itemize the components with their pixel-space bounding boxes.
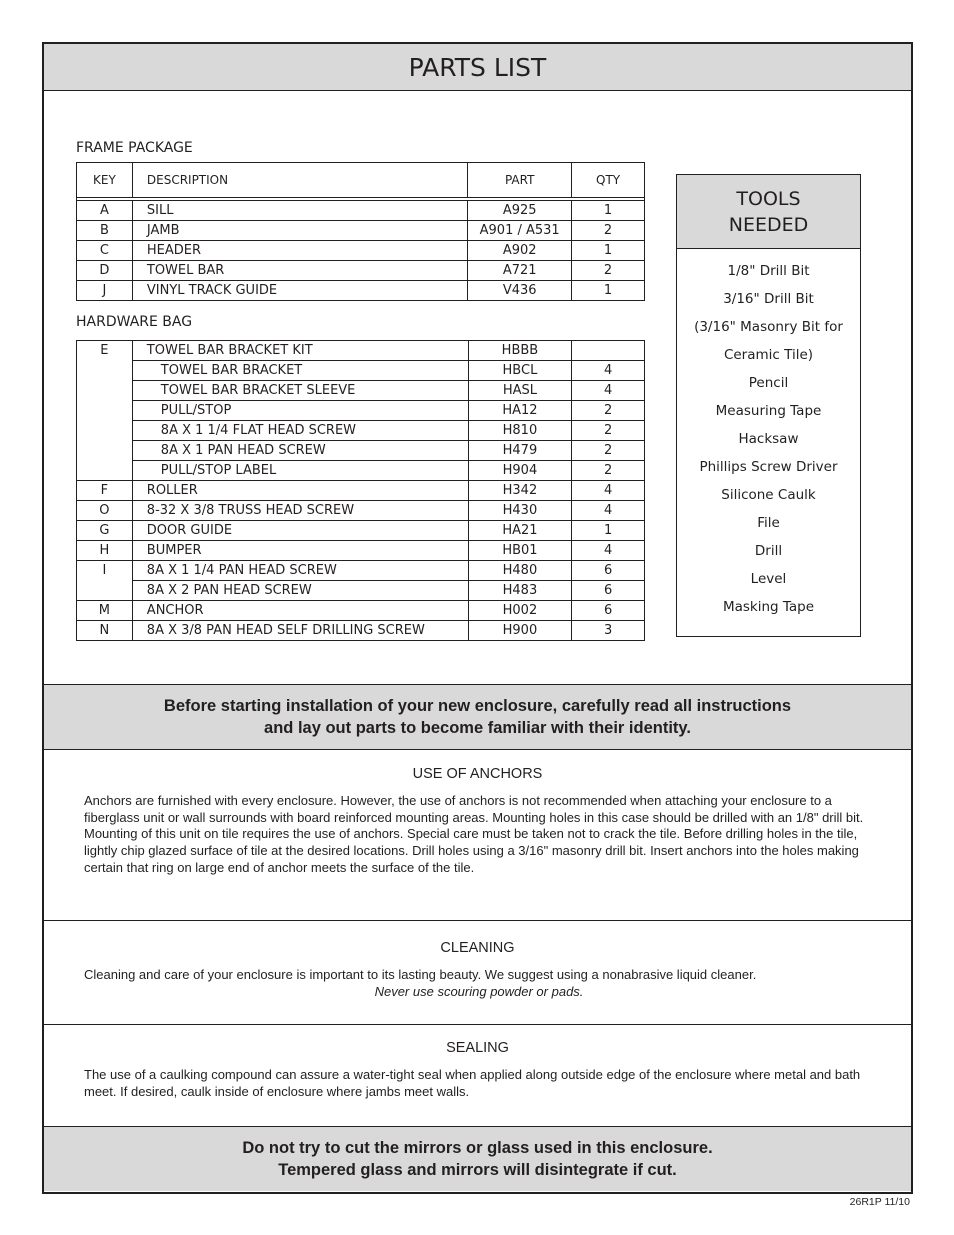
italic-note: Never use scouring powder or pads. <box>374 983 584 999</box>
table-row <box>77 601 645 621</box>
cell-key <box>77 441 133 461</box>
tool-item: File <box>757 515 780 531</box>
table-row <box>77 441 645 461</box>
section-body <box>84 1067 874 1100</box>
table-row <box>77 261 645 281</box>
cell-key: M <box>77 601 133 621</box>
paragraph: The use of a caulking compound can assure a water-tight seal when applied along outside edge of the enclosure where metal and bath meet. If desired, caulk inside of enclosure where jambs meet walls. <box>84 1067 861 1099</box>
table-row <box>77 621 645 641</box>
cell-qty: 6 <box>572 601 645 621</box>
table-row <box>77 461 645 481</box>
frame-package-label: FRAME PACKAGE <box>76 140 193 156</box>
cell-key: D <box>77 261 133 281</box>
tool-item: 1/8" Drill Bit <box>727 263 810 279</box>
cell-part: H810 <box>468 421 572 441</box>
cell-qty: 1 <box>572 201 645 221</box>
notice-line: Do not try to cut the mirrors or glass used in this enclosure. <box>242 1139 713 1157</box>
cell-description: JAMB <box>132 221 467 241</box>
frame-package-table <box>76 162 645 301</box>
tool-item: Pencil <box>748 375 789 391</box>
notice-line: Tempered glass and mirrors will disintegrate if cut. <box>278 1161 677 1179</box>
cell-key: E <box>77 341 133 361</box>
cell-qty: 2 <box>572 461 645 481</box>
cell-key: I <box>77 561 133 581</box>
notice-glass-warning <box>44 1126 911 1191</box>
tool-item: Ceramic Tile) <box>723 347 814 363</box>
cell-part: H430 <box>468 501 572 521</box>
cell-qty: 4 <box>572 501 645 521</box>
tool-item: 3/16" Drill Bit <box>723 291 814 307</box>
cell-description: TOWEL BAR BRACKET KIT <box>132 341 468 361</box>
tool-item: Level <box>750 571 787 587</box>
tools-heading-line1: TOOLS <box>736 187 801 210</box>
paragraph: Mounting of this unit on tile requires the use of anchors. Special care must be taken not to crack the tile. Before drilling holes in the tile, lightly chip glazed surface of tile at the desired locations. Drill holes using a 3/16" masonry drill bit. Insert anchors into the holes making certain that ring on large end of anchor meets the surface of the tile. <box>84 826 859 875</box>
table-row <box>77 501 645 521</box>
table-row <box>77 241 645 261</box>
section-body <box>84 967 874 1000</box>
cell-description: HEADER <box>132 241 467 261</box>
cell-part: H483 <box>468 581 572 601</box>
cell-key <box>77 381 133 401</box>
cell-description: TOWEL BAR BRACKET <box>132 361 468 381</box>
section-title: CLEANING <box>440 940 515 956</box>
cell-part: HA12 <box>468 401 572 421</box>
cell-key: F <box>77 481 133 501</box>
section-title: SEALING <box>446 1040 509 1056</box>
cell-part: H904 <box>468 461 572 481</box>
cell-qty: 1 <box>572 521 645 541</box>
table-row <box>77 561 645 581</box>
header-qty: QTY <box>572 163 645 198</box>
cell-part: A902 <box>468 241 572 261</box>
page-title: PARTS LIST <box>44 44 911 91</box>
cell-qty: 4 <box>572 481 645 501</box>
cell-key: B <box>77 221 133 241</box>
cell-description: BUMPER <box>132 541 468 561</box>
cell-key <box>77 461 133 481</box>
tool-item: Masking Tape <box>722 599 815 615</box>
cell-key <box>77 581 133 601</box>
cell-qty: 4 <box>572 381 645 401</box>
tool-item: Measuring Tape <box>715 403 822 419</box>
section-body <box>84 793 874 877</box>
tool-item: Hacksaw <box>738 431 799 447</box>
cell-qty: 1 <box>572 281 645 301</box>
cell-description: ROLLER <box>132 481 468 501</box>
tools-heading <box>677 175 860 249</box>
divider <box>44 1024 911 1025</box>
cell-part: A901 / A531 <box>468 221 572 241</box>
cell-description: 8A X 1 1/4 FLAT HEAD SCREW <box>132 421 468 441</box>
table-row <box>77 341 645 361</box>
tools-list <box>677 249 860 621</box>
cell-description: SILL <box>132 201 467 221</box>
hardware-bag-table <box>76 340 645 641</box>
cell-qty: 2 <box>572 421 645 441</box>
cell-description: 8A X 3/8 PAN HEAD SELF DRILLING SCREW <box>132 621 468 641</box>
cell-part: HBBB <box>468 341 572 361</box>
cell-qty: 4 <box>572 361 645 381</box>
cell-key: N <box>77 621 133 641</box>
tool-item: Silicone Caulk <box>721 487 816 503</box>
cell-part: HASL <box>468 381 572 401</box>
cell-part: H342 <box>468 481 572 501</box>
cell-description: 8A X 2 PAN HEAD SCREW <box>132 581 468 601</box>
tool-item: Phillips Screw Driver <box>699 459 838 475</box>
cell-key <box>77 421 133 441</box>
cell-qty: 2 <box>572 401 645 421</box>
cell-key <box>77 361 133 381</box>
cell-description: TOWEL BAR <box>132 261 467 281</box>
cell-description: 8A X 1 PAN HEAD SCREW <box>132 441 468 461</box>
cell-part: HB01 <box>468 541 572 561</box>
notice-line: and lay out parts to become familiar with their identity. <box>264 719 691 737</box>
tool-item: (3/16" Masonry Bit for <box>694 319 843 335</box>
cell-key: A <box>77 201 133 221</box>
table-row <box>77 581 645 601</box>
cell-part: H480 <box>468 561 572 581</box>
cell-part: H900 <box>468 621 572 641</box>
tool-item: Drill <box>754 543 783 559</box>
table-row <box>77 481 645 501</box>
cell-part: A925 <box>468 201 572 221</box>
cell-description: TOWEL BAR BRACKET SLEEVE <box>132 381 468 401</box>
cell-part: HBCL <box>468 361 572 381</box>
cell-qty: 4 <box>572 541 645 561</box>
header-key: KEY <box>77 163 133 198</box>
document-frame <box>42 42 913 1194</box>
cleaning-section <box>44 940 911 999</box>
cell-qty: 2 <box>572 221 645 241</box>
cell-part: V436 <box>468 281 572 301</box>
cell-part: HA21 <box>468 521 572 541</box>
cell-qty: 1 <box>572 241 645 261</box>
cell-description: 8-32 X 3/8 TRUSS HEAD SCREW <box>132 501 468 521</box>
table-row <box>77 421 645 441</box>
cell-key: G <box>77 521 133 541</box>
paragraph: Cleaning and care of your enclosure is important to its lasting beauty. We suggest using a nonabrasive liquid cleaner. <box>84 967 757 982</box>
tools-needed-box <box>676 174 861 637</box>
table-row <box>77 361 645 381</box>
table-row <box>77 521 645 541</box>
notice-line: Before starting installation of your new enclosure, carefully read all instructions <box>163 697 792 715</box>
cell-description: DOOR GUIDE <box>132 521 468 541</box>
cell-qty: 2 <box>572 261 645 281</box>
header-description: DESCRIPTION <box>132 163 467 198</box>
sealing-section <box>44 1040 911 1099</box>
paragraph: Anchors are furnished with every enclosure. However, the use of anchors is not recommended when attaching your enclosure to a fiberglass unit or wall surrounds with board reinforced mounting areas. Mounting holes in this case should be drilled with an 1/8" drill bit. <box>84 793 864 825</box>
cell-description: ANCHOR <box>132 601 468 621</box>
cell-part: A721 <box>468 261 572 281</box>
hardware-bag-label: HARDWARE BAG <box>76 314 193 330</box>
cell-key: O <box>77 501 133 521</box>
cell-part: H002 <box>468 601 572 621</box>
table-row <box>77 221 645 241</box>
cell-part: H479 <box>468 441 572 461</box>
header-part: PART <box>468 163 572 198</box>
table-row <box>77 281 645 301</box>
cell-description: VINYL TRACK GUIDE <box>132 281 467 301</box>
cell-key: J <box>77 281 133 301</box>
tools-heading-line2: NEEDED <box>728 213 809 236</box>
cell-qty <box>572 341 645 361</box>
table-header-row <box>77 163 645 198</box>
cell-qty: 6 <box>572 581 645 601</box>
cell-key: C <box>77 241 133 261</box>
cell-qty: 3 <box>572 621 645 641</box>
cell-key: H <box>77 541 133 561</box>
cell-description: 8A X 1 1/4 PAN HEAD SCREW <box>132 561 468 581</box>
cell-description: PULL/STOP <box>132 401 468 421</box>
cell-qty: 6 <box>572 561 645 581</box>
notice-read-instructions <box>44 684 911 750</box>
anchors-section <box>44 766 911 875</box>
document-code: 26R1P 11/10 <box>849 1196 910 1208</box>
table-row <box>77 541 645 561</box>
table-row <box>77 401 645 421</box>
cell-qty: 2 <box>572 441 645 461</box>
cell-description: PULL/STOP LABEL <box>132 461 468 481</box>
table-row <box>77 201 645 221</box>
section-title: USE OF ANCHORS <box>412 766 543 782</box>
table-row <box>77 381 645 401</box>
cell-key <box>77 401 133 421</box>
divider <box>44 920 911 921</box>
